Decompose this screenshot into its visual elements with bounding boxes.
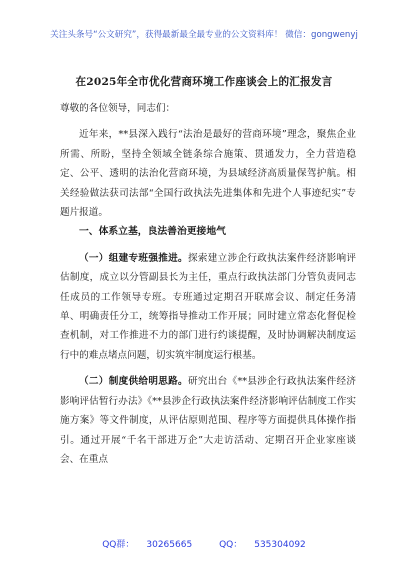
document-body <box>60 99 356 469</box>
subsection-text-1: 探索建立涉企行政执法案件经济影响评估制度，成立以分管副县长为主任，重点行政执法部门分管负责同志任成员的工作领导专班。专班通过定期召开联席会议、制定任务清单、明确责任分工，统筹指导推动工作开展；同时建立常态化督促检查机制，对工作推进不力的部门进行约谈提醒，及时协调解决制度运行中的难点堵点问题，切实筑牢制度运行根基。 <box>60 252 357 361</box>
qq-label: QQ： <box>219 540 243 550</box>
qq-number: 535304092 <box>254 540 306 550</box>
footer-contact <box>0 537 408 550</box>
subsection-lead-2: （二）制度供给明思路。 <box>79 376 188 388</box>
subsection-paragraph-2 <box>60 372 356 469</box>
intro-paragraph: 近年来，**县深入践行“法治是最好的营商环境”理念，聚焦企业所需、所盼，坚持全领域全链条综合施策、贯通发力，全力营造稳定、公平、透明的法治化营商环境，为县域经济高质量保驾护航。相关经验做法获司法部“全国行政执法先进集体和先进个人事迹纪实”专题片报道。 <box>60 129 356 219</box>
header-banner: 关注头条号“公文研究”，获得最新最全最专业的公文资料库！ 微信：gongwenyj <box>50 30 358 40</box>
subsection-lead-1: （一）组建专班强推进。 <box>79 252 188 264</box>
section-heading-1: 一、体系立基，良法善治更接地气 <box>79 226 226 238</box>
qq-info <box>213 540 312 550</box>
qq-group-info <box>96 540 198 550</box>
document-title: 在2025年全市优化营商环境工作座谈会上的汇报发言 <box>75 76 333 88</box>
qq-group-number: 30265665 <box>146 540 193 550</box>
salutation: 尊敬的各位领导，同志们： <box>60 103 176 114</box>
subsection-paragraph-1 <box>60 249 356 365</box>
qq-group-label: QQ群： <box>102 540 135 550</box>
subsection-text-2: 研究出台《**县涉企行政执法案件经济影响评估暂行办法》《**县涉企行政执法案件经济影响评估制度工作实施方案》等文件制度，从评估原则范围、程序等方面提供具体操作指引。通过开展“千名干部进万企”大走访活动、定期召开企业家座谈会、在重点 <box>60 376 357 465</box>
